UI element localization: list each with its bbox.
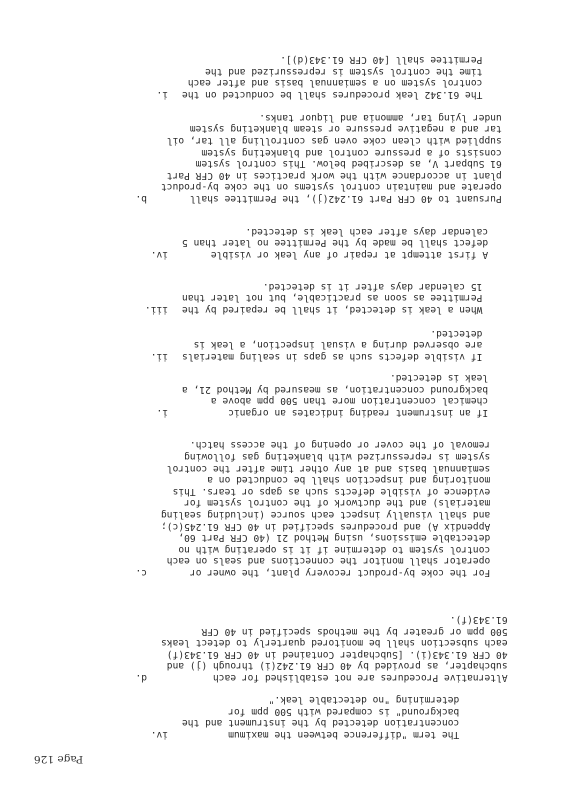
text-line: defect shall be made by the Permittee no later than 5 [182, 237, 489, 249]
paragraph-marker: iv. [150, 249, 168, 260]
text-line: 61.343(f). [449, 614, 508, 626]
text-line: 40 CFR 61.343(i). [Subchapter Contained in 40 CFR 61.343(f) [166, 648, 508, 660]
text-line: If visible defects such as gaps in sealing materials [182, 351, 483, 362]
paragraph-body [161, 439, 490, 578]
paragraph-marker: iii. [144, 304, 168, 315]
paragraph-body [182, 280, 482, 315]
text-line: If an instrument reading indicates an organic [228, 407, 489, 418]
paragraph-body [182, 225, 488, 260]
paragraph-body [161, 613, 508, 683]
text-line: each subsection shall be monitored quarterly to detect leaks [161, 637, 508, 649]
paragraph-marker: i. [156, 89, 168, 100]
page-header: Page 126 [34, 753, 84, 765]
text-line: 61 Subpart V, as described below. This control system [195, 158, 502, 170]
paragraph-marker: c. [135, 567, 147, 578]
text-line: 500 ppm or greater by the methods specified in 40 CFR [201, 625, 508, 637]
text-line: time the control system is repressurized and the [205, 65, 483, 77]
text-line: When a leak is detected, it shall be repaired by the [182, 304, 483, 315]
text-line: Permittee shall [40 CFR 61.343(d)]. [280, 54, 483, 66]
paragraph-marker: ii. [150, 351, 168, 362]
text-line: materials) and the ductwork of the control system for [184, 497, 491, 509]
text-line: 15 calendar days after it is detected. [262, 280, 483, 292]
text-line: The term "difference between the maximum [228, 729, 460, 740]
text-line: system is repressurized with blanketing gas following [184, 451, 491, 463]
paragraph-body [182, 694, 459, 740]
text-line: control system on a semiannual basis and after each [187, 77, 483, 89]
text-line: consists of a pressure control and blanketing system [201, 146, 502, 158]
text-line: subchapter, as provided by 40 CFR 61.242(i) through (j) and [166, 660, 508, 672]
text-line: leak is detected. [389, 372, 489, 384]
text-line: evidence of visible defects such as gaps or tears. This [172, 485, 491, 497]
text-line: calendar days after each leak is detected. [245, 225, 489, 237]
paragraph-marker: b. [135, 193, 147, 204]
text-line: monitoring and inspection shall be conducted on a [207, 474, 491, 486]
text-line: are observed during a visual inspection, a leak is [193, 339, 483, 351]
text-line: Pursuant to 40 CFR Part 61.242(j), the Permittee shall [189, 193, 502, 204]
text-line: and shall visually inspect each source (including sealing [161, 509, 491, 521]
text-line: background" is compared with 500 ppm for [228, 705, 460, 717]
text-line: under lying tar, ammonia and liquor tanks. [259, 111, 502, 123]
text-line: The 61.342 leak procedures shall be conducted on the [182, 89, 483, 100]
text-line: determining "no detectable leak." [268, 694, 460, 706]
text-line: plant in accordance with the work practices in 40 CFR Part [166, 169, 502, 181]
text-line: Alternative Procedures are not established for each [212, 672, 508, 683]
text-line: semiannual basis and at any other time after the control [166, 462, 491, 474]
text-line: detectable emissions, using Method 21 (40 CFR Part 60, [178, 532, 491, 544]
text-line: operate and maintain control systems on the coke by-product [161, 181, 502, 193]
text-line: chemical concentration more than 500 ppm above a [210, 395, 489, 407]
paragraph-body [161, 111, 502, 204]
paragraph-marker: i. [156, 407, 168, 418]
text-line: removal of the cover or opening of the access hatch. [189, 439, 491, 451]
text-line: For the coke by-product recovery plant, the owner or [189, 567, 491, 578]
text-line: background concentration, as measured by Method 21, a [182, 383, 489, 395]
text-line: Permittee as soon as practicable, but not later than [182, 292, 483, 304]
text-line: Appendix A) and procedures specified in 40 CFR 61.245(c); [161, 520, 491, 532]
paragraph-body [182, 327, 482, 362]
paragraph-body [182, 54, 482, 100]
text-line: concentration detected by the instrument and the [182, 717, 460, 729]
text-line: tar and a negative pressure or steam blanketing system [189, 123, 502, 135]
paragraph-marker: d. [135, 672, 147, 683]
text-line: operator shall monitor the connections and seals on each [166, 555, 491, 567]
text-line: detected. [430, 327, 483, 339]
text-line: supplied with clean coke oven gas controlling all tar, oil [166, 135, 502, 147]
text-line: control system to determine if it is operating with no [178, 543, 491, 555]
paragraph-body [182, 372, 488, 418]
text-line: A first attempt at repair of any leak or visible [210, 249, 489, 260]
paragraph-marker: iv. [150, 729, 168, 740]
